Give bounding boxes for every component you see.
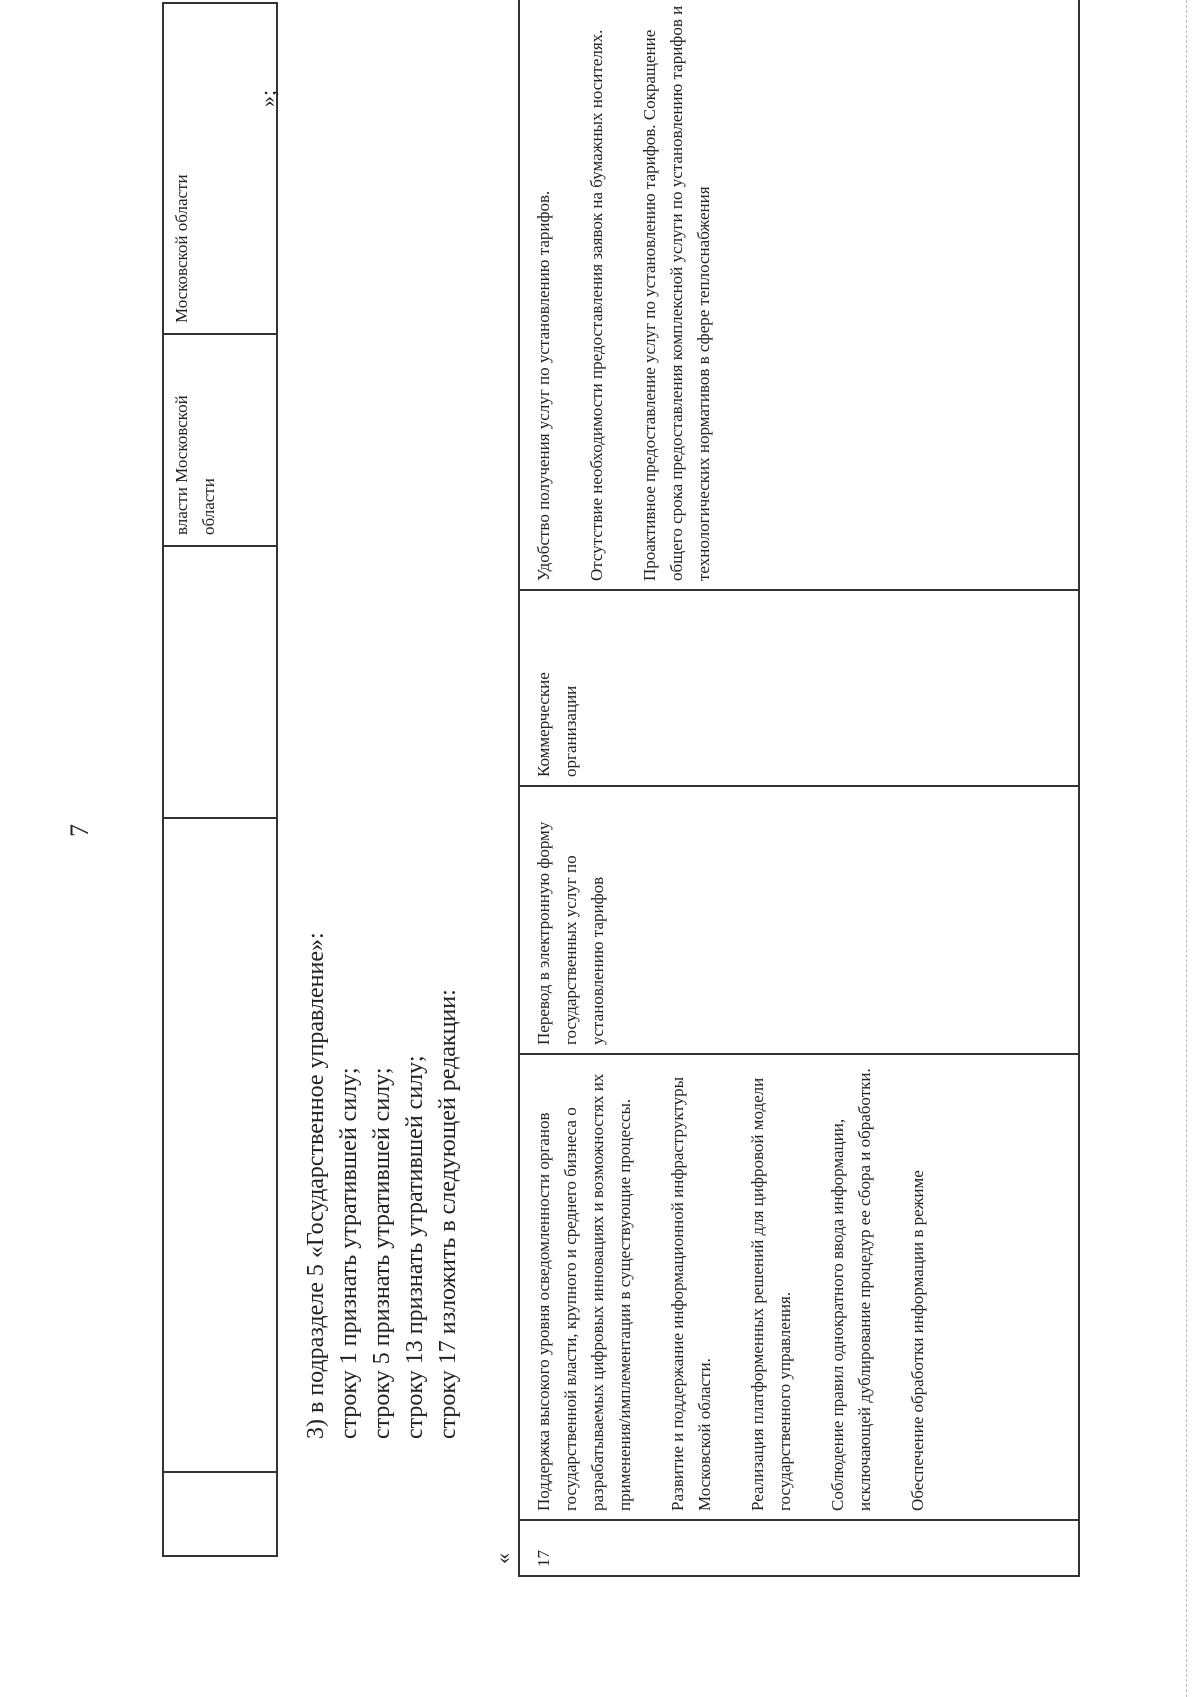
instruction-line: строку 1 признать утратившей силу;: [336, 1067, 362, 1439]
participants-cell: Коммерческие организации: [519, 590, 1079, 786]
table-cell: власти Московской области: [163, 334, 277, 546]
goal-item: Поддержка высокого уровня осведомленности органов государственной власти, крупного и среднего бизнеса о разрабатываемых цифровых инновациях и возможностях их применения/имплементации в существующие процессы.: [534, 1073, 634, 1511]
goal-item: Соблюдение правил однократного ввода информации, исключающей дублирование процедур ее сбора и обработки.: [828, 1068, 874, 1511]
table-cell: Московской области: [163, 3, 277, 334]
table-cell: [163, 546, 277, 818]
table-cell: [163, 1472, 277, 1556]
task-cell: Перевод в электронную форму государственных услуг по установлению тарифов: [519, 786, 1079, 1054]
goal-item: Реализация платформенных решений для цифровой модели государственного управления.: [748, 1077, 794, 1511]
row-17-table: [518, 0, 1080, 1577]
instruction-line: строку 13 признать утратившей силу;: [402, 1055, 428, 1439]
page-number: 7: [65, 824, 94, 837]
goal-item: Обеспечение обработки информации в режиме: [908, 1170, 927, 1511]
effect-item: Удобство получения услуг по установлению тарифов.: [534, 190, 553, 581]
row-number: 17: [519, 1520, 1079, 1576]
instruction-line: строку 17 изложить в следующей редакции:: [435, 989, 461, 1439]
amendment-instructions: [300, 932, 465, 1439]
goals-cell: [519, 1054, 1079, 1520]
scan-edge-line: [1186, 0, 1187, 1697]
closing-quote: »;: [255, 89, 280, 107]
top-table-fragment: [162, 2, 278, 1557]
effect-item: Проактивное предоставление услуг по установлению тарифов. Сокращение общего срока предоставления комплексной услуги по установлению тарифов и технологических нормативов в сфере теплоснабжения: [640, 5, 713, 581]
table-row: [519, 0, 1079, 1576]
effects-cell: [519, 0, 1079, 590]
effect-item: Отсутствие необходимости предоставления заявок на бумажных носителях.: [587, 29, 606, 581]
opening-quote: «: [490, 1553, 515, 1564]
instruction-line: 3) в подразделе 5 «Государственное управление»:: [303, 932, 329, 1439]
table-cell: [163, 818, 277, 1472]
goal-item: Развитие и поддержание информационной инфраструктуры Московской области.: [668, 1077, 714, 1511]
instruction-line: строку 5 признать утратившей силу;: [369, 1067, 395, 1439]
